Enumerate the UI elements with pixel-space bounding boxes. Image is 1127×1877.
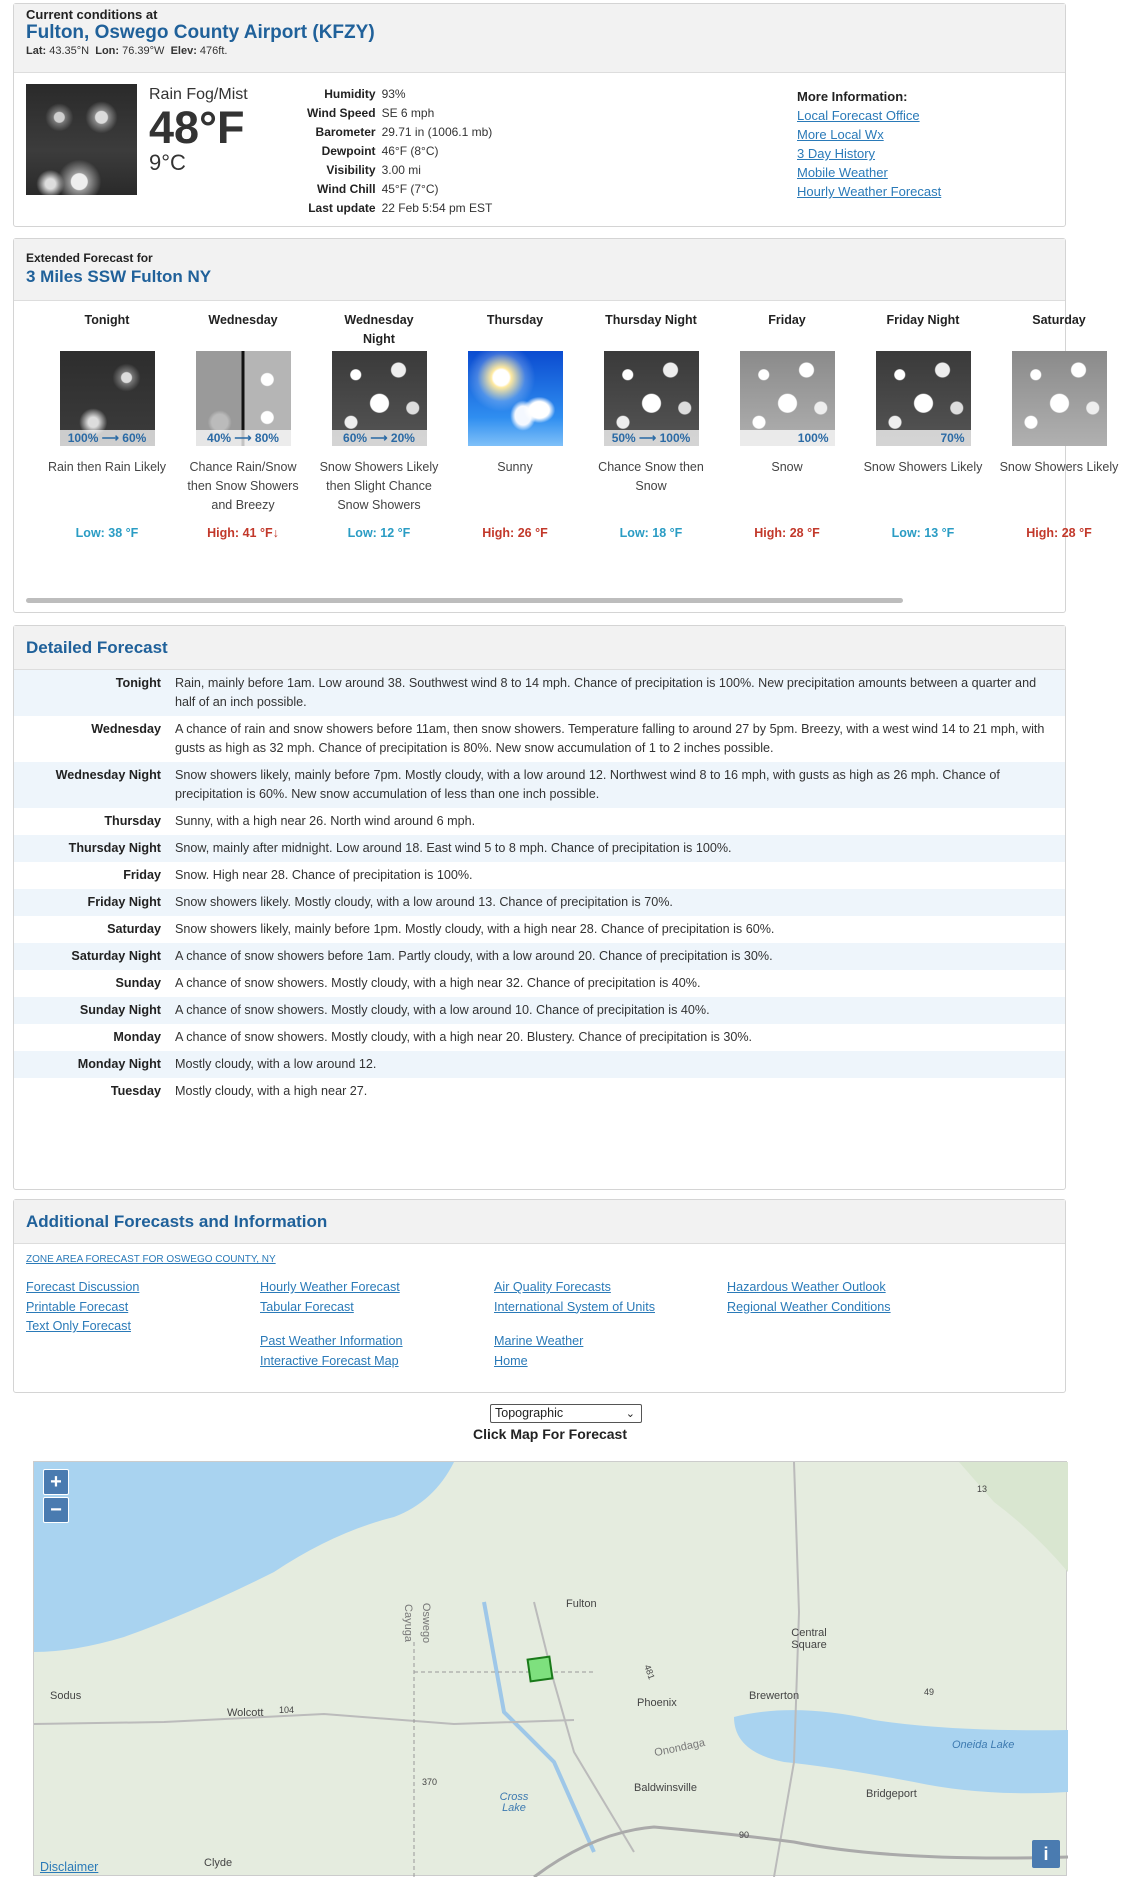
current-detail-row xyxy=(304,85,495,104)
additional-forecast-link[interactable]: Past Weather Information xyxy=(260,1334,403,1348)
current-detail-label: Wind Chill xyxy=(317,182,376,196)
detailed-period-text: Sunny, with a high near 26. North wind around 6 mph. xyxy=(175,814,476,828)
links-column-4 xyxy=(727,1278,891,1317)
current-detail-value: SE 6 mph xyxy=(381,106,435,120)
current-summary xyxy=(149,86,248,174)
route-104 xyxy=(34,1714,574,1724)
detailed-period-text: Mostly cloudy, with a low around 12. xyxy=(175,1057,377,1071)
detailed-period-name: Monday Night xyxy=(77,1057,161,1071)
detailed-forecast-row xyxy=(14,1078,1065,1105)
current-detail-value: 22 Feb 5:54 pm EST xyxy=(381,201,493,215)
detailed-forecast-row xyxy=(14,862,1065,889)
map-label-wolcott: Wolcott xyxy=(227,1707,264,1719)
lat-value: 43.35°N xyxy=(49,45,90,57)
links-column-1 xyxy=(26,1278,139,1337)
click-map-label: Click Map For Forecast xyxy=(472,1426,628,1442)
more-info-link[interactable]: Hourly Weather Forecast xyxy=(797,184,942,199)
map-info-button[interactable]: i xyxy=(1032,1840,1060,1868)
precip-chance: 50% ⟶ 100% xyxy=(604,430,699,446)
additional-forecasts-panel xyxy=(13,1199,1066,1393)
map-label-route-370: 370 xyxy=(422,1777,438,1787)
period-short-desc: Rain then Rain Likely xyxy=(47,460,167,474)
additional-forecast-link[interactable]: Regional Weather Conditions xyxy=(727,1299,891,1314)
forecast-period[interactable] xyxy=(447,311,583,540)
period-name: Tonight xyxy=(84,313,130,327)
map-label-oneida-lake: Oneida Lake xyxy=(952,1739,1015,1751)
more-info-link[interactable]: More Local Wx xyxy=(797,127,884,142)
lat-label: Lat: xyxy=(26,45,47,57)
forecast-map[interactable] xyxy=(33,1461,1067,1876)
forecast-period[interactable] xyxy=(855,311,991,540)
current-details-table xyxy=(304,85,495,218)
map-label-fulton: Fulton xyxy=(566,1598,597,1610)
precip-chance: 60% ⟶ 20% xyxy=(332,430,427,446)
links-column-3b xyxy=(494,1332,583,1371)
current-detail-label: Dewpoint xyxy=(321,144,376,158)
period-short-desc: Snow Showers Likely then Slight Chance Snow Showers xyxy=(319,460,439,512)
lon-value: 76.39°W xyxy=(122,45,165,57)
map-label-route-481: 481 xyxy=(642,1663,657,1681)
detailed-period-name: Tuesday xyxy=(110,1084,161,1098)
interstate-81 xyxy=(774,1462,799,1877)
detailed-period-text: A chance of snow showers. Mostly cloudy, with a low around 10. Chance of precipitation is 40%. xyxy=(175,1003,710,1017)
current-detail-value: 3.00 mi xyxy=(381,163,421,177)
snow-icon xyxy=(332,351,427,446)
detailed-forecast-row xyxy=(14,1024,1065,1051)
more-information-title: More Information: xyxy=(797,89,908,104)
links-column-2a xyxy=(260,1278,400,1317)
period-name: Thursday Night xyxy=(605,313,697,327)
detailed-period-name: Wednesday Night xyxy=(55,768,161,782)
map-label-route-90: 90 xyxy=(739,1830,750,1840)
station-name: Fulton, Oswego County Airport (KFZY) xyxy=(26,22,375,43)
detailed-forecast-header xyxy=(14,626,1065,670)
forecast-period[interactable] xyxy=(175,311,311,540)
current-temp-c: 9°C xyxy=(149,150,186,175)
period-name: Wednesday xyxy=(208,313,278,327)
detailed-forecast-row xyxy=(14,889,1065,916)
map-label-cross-lake: Cross Lake xyxy=(499,1791,529,1814)
current-detail-row xyxy=(304,161,495,180)
detailed-forecast-title: Detailed Forecast xyxy=(26,638,168,657)
current-detail-label: Humidity xyxy=(324,87,376,101)
forecast-location: 3 Miles SSW Fulton NY xyxy=(26,267,212,286)
forecast-period[interactable] xyxy=(583,311,719,540)
current-detail-row xyxy=(304,123,495,142)
detailed-period-text: A chance of rain and snow showers before 11am, then snow showers. Temperature falling to around 27 by 5pm. Breezy, with a west wind 14 to 21 mph, with gusts as high as 32 mph. Chance of precipitation is 80%. New snow accumulation of 1 to 2 inches possible. xyxy=(175,722,1045,755)
map-disclaimer-link[interactable]: Disclaimer xyxy=(40,1860,99,1874)
detailed-forecast-row xyxy=(14,970,1065,997)
detailed-forecast-row xyxy=(14,670,1065,716)
county-boundary xyxy=(414,1642,594,1877)
period-short-desc: Snow xyxy=(771,460,803,474)
period-name: Friday xyxy=(768,313,806,327)
map-label-cayuga: Cayuga xyxy=(401,1604,414,1642)
map-label-clyde: Clyde xyxy=(204,1857,233,1869)
period-temp: High: 26 °F xyxy=(482,526,548,540)
additional-forecast-link[interactable]: Tabular Forecast xyxy=(260,1299,354,1314)
current-detail-row xyxy=(304,104,495,123)
detailed-period-name: Friday Night xyxy=(87,895,161,909)
detailed-period-text: A chance of snow showers. Mostly cloudy, with a high near 32. Chance of precipitation is 40%. xyxy=(175,976,701,990)
fog-rain-icon xyxy=(60,351,155,446)
detailed-forecast-row xyxy=(14,1051,1065,1078)
zoom-out-button[interactable]: − xyxy=(43,1497,69,1523)
additional-forecast-link[interactable]: International System of Units xyxy=(494,1299,655,1314)
period-temp: High: 28 °F xyxy=(1026,526,1092,540)
station-coordinates xyxy=(26,45,1053,57)
snow-icon xyxy=(1012,351,1107,446)
period-short-desc: Chance Snow then Snow xyxy=(598,460,704,493)
more-info-link[interactable]: Mobile Weather xyxy=(797,165,888,180)
extended-forecast-panel xyxy=(13,238,1119,613)
detailed-forecast-row xyxy=(14,762,1065,808)
oneida-lake xyxy=(734,1710,1068,1793)
period-name: Friday Night xyxy=(886,313,960,327)
current-detail-value: 29.71 in (1006.1 mb) xyxy=(381,125,493,139)
detailed-forecast-row xyxy=(14,916,1065,943)
snow-icon xyxy=(740,351,835,446)
detailed-forecast-list xyxy=(14,670,1065,1105)
additional-forecast-link[interactable]: Text Only Forecast xyxy=(26,1319,131,1333)
period-temp: Low: 38 °F xyxy=(75,526,139,540)
map-type-value: Topographic xyxy=(495,1406,564,1420)
detailed-period-text: Snow showers likely. Mostly cloudy, with a low around 13. Chance of precipitation is 70%. xyxy=(175,895,673,909)
rain-fog-icon xyxy=(26,84,137,195)
more-information xyxy=(797,87,941,201)
zoom-in-button[interactable]: + xyxy=(43,1469,69,1495)
precip-chance: 100% ⟶ 60% xyxy=(60,430,155,446)
current-conditions-heading: Current conditions at xyxy=(26,7,158,22)
current-weather: Rain Fog/Mist xyxy=(149,86,248,103)
current-temp-f: 48°F xyxy=(149,102,245,153)
period-temp: Low: 18 °F xyxy=(619,526,683,540)
period-temp: High: 28 °F xyxy=(754,526,820,540)
period-temp: High: 41 °F↓ xyxy=(207,526,279,540)
snow-icon xyxy=(604,351,699,446)
more-info-link[interactable]: Local Forecast Office xyxy=(797,108,920,123)
current-detail-label: Visibility xyxy=(326,163,376,177)
map-label-central-square: Central Square xyxy=(791,1627,827,1651)
period-short-desc: Snow Showers Likely xyxy=(999,460,1119,474)
additional-forecast-link[interactable]: Interactive Forecast Map xyxy=(260,1353,399,1368)
lake-ontario xyxy=(34,1462,454,1652)
precip-chance: 40% ⟶ 80% xyxy=(196,430,291,446)
detailed-period-name: Thursday Night xyxy=(68,841,161,855)
period-name: Saturday xyxy=(1032,313,1086,327)
forecast-period[interactable] xyxy=(311,311,447,540)
forecast-point-marker[interactable] xyxy=(528,1657,553,1682)
map-label-sodus: Sodus xyxy=(50,1690,82,1702)
detailed-period-name: Tonight xyxy=(115,676,161,690)
route-481 xyxy=(534,1602,634,1852)
elev-value: 476ft. xyxy=(199,45,228,57)
period-short-desc: Snow Showers Likely xyxy=(863,460,983,474)
detailed-period-text: Rain, mainly before 1am. Low around 38. Southwest wind 8 to 14 mph. Chance of precipitation is 100%. New precipitation amounts between a quarter and half of an inch possible. xyxy=(175,676,1037,709)
detailed-period-text: Snow, mainly after midnight. Low around 18. East wind 5 to 8 mph. Chance of precipitation is 100%. xyxy=(175,841,732,855)
detailed-forecast-row xyxy=(14,808,1065,835)
rain-snow-icon xyxy=(196,351,291,446)
additional-forecast-link[interactable]: Air Quality Forecasts xyxy=(494,1280,611,1294)
map-terrain xyxy=(959,1462,1068,1572)
current-conditions-panel xyxy=(13,3,1066,227)
current-detail-row xyxy=(304,180,495,199)
detailed-forecast-row xyxy=(14,943,1065,970)
forecast-period[interactable] xyxy=(991,311,1127,540)
period-name: Wednesday Night xyxy=(344,313,414,346)
precip-chance: 100% xyxy=(740,430,835,446)
precip-chance: 70% xyxy=(876,430,971,446)
current-detail-value: 46°F (8°C) xyxy=(381,144,439,158)
additional-forecasts-header xyxy=(14,1200,1065,1244)
period-short-desc: Chance Rain/Snow then Snow Showers and Breezy xyxy=(187,460,299,512)
map-label-phoenix: Phoenix xyxy=(637,1697,677,1709)
detailed-period-text: Snow showers likely, mainly before 7pm. Mostly cloudy, with a low around 12. Northwest wind 8 to 16 mph, with gusts as high as 26 mph. Chance of precipitation is 60%. New snow accumulation of less than one inch possible. xyxy=(175,768,1000,801)
detailed-period-name: Thursday xyxy=(104,814,161,828)
more-info-link[interactable]: 3 Day History xyxy=(797,146,876,161)
detailed-forecast-row xyxy=(14,716,1065,762)
map-label-onondaga: Onondaga xyxy=(653,1736,707,1760)
map-label-route-13: 13 xyxy=(977,1484,988,1494)
snow-icon xyxy=(876,351,971,446)
additional-forecast-link[interactable]: Hazardous Weather Outlook xyxy=(727,1280,886,1294)
forecast-periods[interactable] xyxy=(14,311,1119,581)
map-label-route-49: 49 xyxy=(924,1687,935,1697)
detailed-forecast-panel xyxy=(13,625,1066,1190)
detailed-period-name: Saturday xyxy=(107,922,161,936)
forecast-period[interactable] xyxy=(39,311,175,540)
detailed-period-text: Mostly cloudy, with a high near 27. xyxy=(175,1084,368,1098)
links-column-2b xyxy=(260,1332,403,1371)
forecast-scrollbar[interactable] xyxy=(26,598,903,603)
additional-forecast-link[interactable]: Printable Forecast xyxy=(26,1299,129,1314)
additional-forecast-link[interactable]: Home xyxy=(494,1353,528,1368)
detailed-forecast-row xyxy=(14,997,1065,1024)
period-temp: Low: 13 °F xyxy=(891,526,955,540)
current-detail-value: 93% xyxy=(381,87,406,101)
additional-forecasts-title: Additional Forecasts and Information xyxy=(26,1212,328,1231)
current-conditions-header xyxy=(14,4,1065,73)
oswego-river xyxy=(484,1602,594,1852)
sunny-icon xyxy=(468,351,563,446)
detailed-period-name: Sunday xyxy=(115,976,161,990)
detailed-period-name: Saturday Night xyxy=(71,949,161,963)
detailed-period-text: A chance of snow showers. Mostly cloudy, with a high near 20. Blustery. Chance of precipitation is 30%. xyxy=(175,1030,753,1044)
period-temp: Low: 12 °F xyxy=(347,526,411,540)
map-label-bridgeport: Bridgeport xyxy=(866,1788,917,1800)
forecast-period[interactable] xyxy=(719,311,855,540)
current-detail-row xyxy=(304,142,495,161)
lon-label: Lon: xyxy=(95,45,120,57)
map-label-oswego: Oswego xyxy=(420,1602,433,1644)
additional-forecast-link[interactable]: Marine Weather xyxy=(494,1334,584,1348)
detailed-period-name: Wednesday xyxy=(91,722,161,736)
detailed-period-name: Monday xyxy=(113,1030,161,1044)
map-label-route-104: 104 xyxy=(279,1705,295,1715)
chevron-down-icon: ⌄ xyxy=(625,1408,635,1420)
elev-label: Elev: xyxy=(170,45,197,57)
period-name: Thursday xyxy=(486,313,544,327)
period-short-desc: Sunny xyxy=(497,460,533,474)
extended-forecast-heading: Extended Forecast for xyxy=(26,251,153,265)
extended-forecast-header xyxy=(14,239,1065,301)
current-detail-label: Wind Speed xyxy=(307,106,376,120)
additional-forecast-link[interactable]: Forecast Discussion xyxy=(26,1280,140,1294)
detailed-period-name: Sunday Night xyxy=(79,1003,161,1017)
additional-forecast-link[interactable]: Hourly Weather Forecast xyxy=(260,1280,400,1294)
detailed-period-name: Friday xyxy=(123,868,161,882)
links-column-3a xyxy=(494,1278,655,1317)
interstate-90 xyxy=(534,1827,1068,1877)
detailed-period-text: Snow showers likely, mainly before 1pm. Mostly cloudy, with a high near 28. Chance of precipitation is 60%. xyxy=(175,922,775,936)
current-detail-label: Last update xyxy=(308,201,376,215)
map-label-brewerton: Brewerton xyxy=(749,1690,800,1702)
detailed-forecast-row xyxy=(14,835,1065,862)
detailed-period-text: A chance of snow showers before 1am. Partly cloudy, with a low around 20. Chance of precipitation is 30%. xyxy=(175,949,773,963)
detailed-period-text: Snow. High near 28. Chance of precipitation is 100%. xyxy=(175,868,473,882)
current-detail-label: Barometer xyxy=(315,125,376,139)
map-type-select[interactable] xyxy=(490,1404,642,1423)
current-detail-value: 45°F (7°C) xyxy=(381,182,439,196)
zone-area-forecast-link[interactable]: ZONE AREA FORECAST FOR OSWEGO COUNTY, NY xyxy=(26,1254,276,1265)
map-canvas[interactable] xyxy=(34,1462,1068,1877)
map-label-baldwinsville: Baldwinsville xyxy=(634,1782,697,1794)
current-detail-row xyxy=(304,199,495,218)
